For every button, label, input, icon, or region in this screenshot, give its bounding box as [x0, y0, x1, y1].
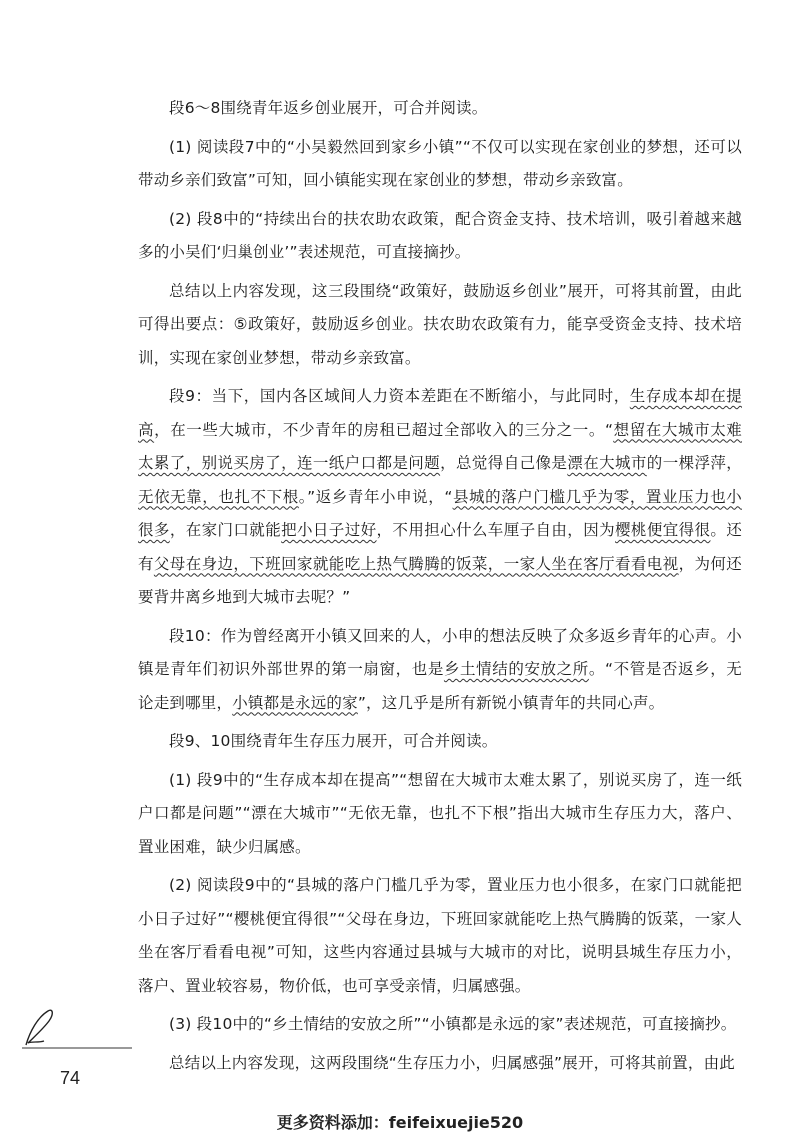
paragraph-p5: [138, 380, 742, 615]
paragraph-p6: [138, 620, 742, 721]
text-segment: 段10：作为曾经离开小镇又回来的人，小申的想法反映了众多返乡青年的心声。小镇是青年们初识外部世界的第一扇窗，也是: [138, 626, 742, 678]
text-segment: ，不用担心什么车厘子自由，因为: [376, 521, 616, 539]
paragraph-p4: [138, 275, 742, 376]
text-segment: (3) 段10中的“乡土情结的安放之所”“小镇都是永远的家”表述规范，可直接摘抄。: [169, 1015, 737, 1033]
highlighted-phrase: 生存成本却在提高: [138, 387, 742, 439]
highlighted-phrase: 小镇都是永远的家: [232, 693, 358, 712]
text-segment: ，总觉得自己像是: [440, 454, 568, 472]
text-segment: (1) 阅读段7中的“小吴毅然回到家乡小镇”“不仅可以实现在家创业的梦想，还可以带动乡亲们致富”可知，回小镇能实现在家创业的梦想，带动乡亲致富。: [138, 137, 742, 189]
paragraph-p2: [138, 131, 742, 198]
highlighted-phrase: 把小日子过好: [281, 521, 377, 539]
highlighted-phrase: 乡土情结的安放之所: [443, 660, 589, 678]
text-segment: (2) 阅读段9中的“县城的落户门槛几乎为零，置业压力也小很多，在家门口就能把小日子过好”“樱桃便宜得很”“父母在身边，下班回家就能吃上热气腾腾的饭菜，一家人坐在客厅看看电视”可知，这些内容通过县城与大城市的对比，说明县城生存压力小，落户、置业较容易，物价低，也可享受亲情，归属感强。: [138, 876, 742, 995]
text-segment: 段9：当下，国内各区域间人力资本差距在不断缩小，与此同时，: [169, 387, 630, 405]
text-segment: 段9、10围绕青年生存压力展开，可合并阅读。: [169, 732, 498, 750]
highlighted-phrase: 父母在身边，下班回家就能吃上热气腾腾的饭菜，一家人坐在客厅看看电视: [153, 554, 679, 573]
text-segment: 段6～8围绕青年返乡创业展开，可合并阅读。: [169, 99, 488, 117]
text-segment: ，在一些大城市，不少青年的房租已超过全部收入的三分之一。“: [154, 420, 614, 439]
paragraph-p3: [138, 203, 742, 270]
paragraph-p7: [138, 725, 742, 759]
paragraph-p11: [138, 1047, 742, 1081]
pen-sketch-icon: [16, 1005, 136, 1055]
text-segment: (1) 段9中的“生存成本却在提高”“想留在大城市太难太累了，别说买房了，连一纸户口都是问题”“漂在大城市”“无依无靠，也扎不下根”指出大城市生存压力大，落户、置业困难，缺少归属感。: [138, 770, 742, 856]
highlighted-phrase: 樱桃便宜得很: [615, 521, 711, 539]
paragraph-p9: [138, 869, 742, 1003]
text-segment: ，在家门口就能: [169, 521, 282, 539]
highlighted-phrase: 无依无靠，也扎不下根: [138, 487, 299, 506]
body-text: [138, 92, 742, 1085]
paragraph-p8: [138, 764, 742, 865]
text-segment: ”，这几乎是所有新锐小镇青年的共同心声。: [357, 693, 665, 712]
text-segment: 总结以上内容发现，这两段围绕“生存压力小，归属感强”展开，可将其前置，由此: [169, 1053, 735, 1072]
text-segment: 的一棵浮萍，: [646, 454, 742, 472]
paragraph-p10: [138, 1008, 742, 1042]
text-segment: 。“不管是否返乡，无论走到哪里，: [138, 660, 743, 712]
text-segment: 总结以上内容发现，这三段围绕“政策好，鼓励返乡创业”展开，可将其前置，由此可得出要点：⑤政策好，鼓励返乡创业。扶农助农政策有力，能享受资金支持、技术培训，实现在家创业梦想，带动乡亲致富。: [138, 281, 742, 367]
text-segment: 。”返乡青年小申说，“: [298, 487, 453, 506]
text-segment: (2) 段8中的“持续出台的扶农助农政策，配合资金支持、技术培训，吸引着越来越多的小吴们‘归巢创业’”表述规范，可直接摘抄。: [138, 209, 742, 261]
highlighted-phrase: 想留在大城市太难太累了，别说买房了，连一纸户口都是问题: [138, 420, 742, 472]
text-segment: ，为何还要背井离乡地到大城市去呢？”: [138, 554, 742, 606]
footer-note: 更多资料添加：feifeixuejie520: [276, 1113, 524, 1132]
page-number: 74: [60, 1068, 81, 1088]
paragraph-p1: [138, 92, 742, 126]
highlighted-phrase: 漂在大城市: [567, 454, 647, 472]
highlighted-phrase: 县城的落户门槛几乎为零，置业压力也小很多: [138, 487, 742, 539]
text-segment: 。还有: [138, 521, 743, 573]
